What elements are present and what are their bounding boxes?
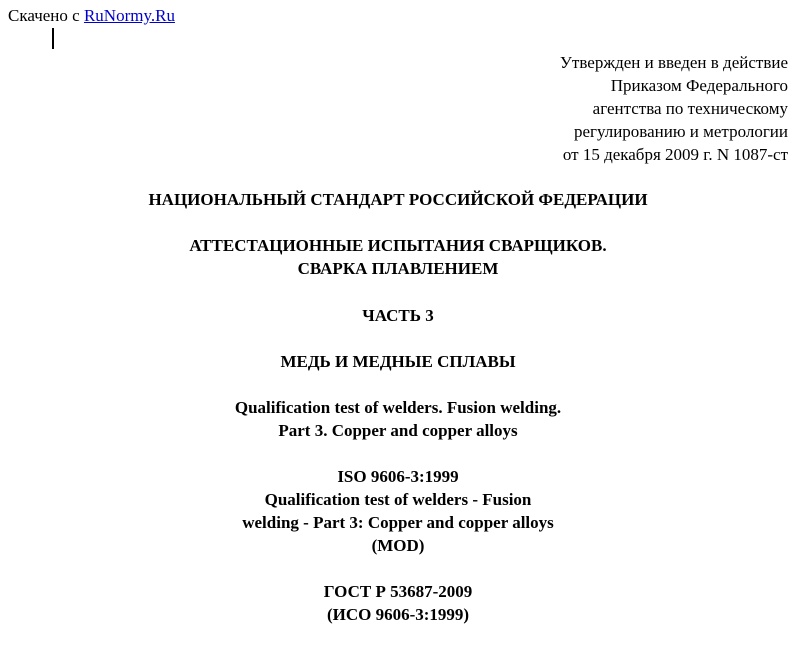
title-line: АТТЕСТАЦИОННЫЕ ИСПЫТАНИЯ СВАРЩИКОВ.	[189, 236, 607, 255]
approval-block	[560, 51, 788, 166]
iso-line: welding - Part 3: Copper and copper alloys	[242, 513, 554, 532]
gost-line: ГОСТ Р 53687-2009	[323, 582, 473, 601]
title-line: СВАРКА ПЛАВЛЕНИЕМ	[297, 259, 499, 278]
english-title-line: Part 3. Copper and copper alloys	[278, 421, 518, 440]
approval-line: Приказом Федерального	[610, 76, 788, 95]
subtitle-text: МЕДЬ И МЕДНЫЕ СПЛАВЫ	[280, 352, 516, 371]
english-title	[0, 396, 794, 442]
download-notice-prefix: Скачено с	[8, 6, 84, 25]
gost-line: (ИСО 9606-3:1999)	[326, 605, 470, 624]
iso-line: (MOD)	[371, 536, 425, 555]
part-number-text: ЧАСТЬ 3	[362, 306, 434, 325]
iso-reference	[0, 465, 794, 557]
standard-heading-text: НАЦИОНАЛЬНЫЙ СТАНДАРТ РОССИЙСКОЙ ФЕДЕРАЦИИ	[148, 190, 648, 209]
download-notice	[8, 5, 175, 27]
standard-subtitle	[0, 350, 794, 373]
standard-heading	[0, 188, 794, 211]
part-number	[0, 304, 794, 327]
english-title-line: Qualification test of welders. Fusion welding.	[234, 398, 562, 417]
approval-line: регулированию и метрологии	[573, 122, 788, 141]
approval-line: от 15 декабря 2009 г. N 1087-ст	[562, 145, 788, 164]
gost-designation	[0, 580, 794, 626]
text-cursor	[52, 28, 54, 49]
approval-line: Утвержден и введен в действие	[559, 53, 788, 72]
runormy-link[interactable]: RuNormy.Ru	[83, 6, 175, 25]
standard-title	[0, 234, 794, 280]
iso-line: Qualification test of welders - Fusion	[264, 490, 532, 509]
approval-line: агентства по техническому	[592, 99, 788, 118]
iso-line: ISO 9606-3:1999	[337, 467, 459, 486]
